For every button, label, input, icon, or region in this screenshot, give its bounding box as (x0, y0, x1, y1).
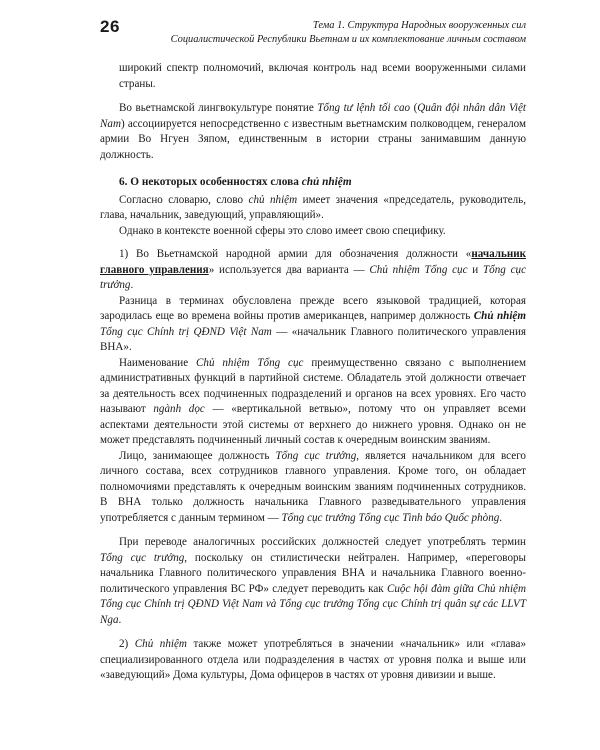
paragraph-point-2: 2) Chủ nhiệm также может употребляться в значении «начальник» или «глава» специализированного отдела или подразделения в частях от уровня полка и выше или «заведующий» Дома культуры, Дома офицеров в частях от уровня дивизии и выше. (100, 638, 527, 681)
paragraph-continuation: широкий спектр полномочий, включая контроль над всеми вооруженными силами страны. (119, 62, 526, 90)
running-header (171, 19, 526, 47)
section-heading: 6. О некоторых особенностях слова chủ nhiệm (119, 176, 352, 188)
paragraph-translation: При переводе аналогичных российских должностей следует употреблять термин Tổng cục trưởng, поскольку он стилистически нейтрален. Например, «переговоры начальника Главного политического управления ВНА и начальника Главного военно-политического управления ВС РФ» следует переводить как Cuộc hội đàm giữa Chủ nhiệm Tổng cục Chính trị QĐND Việt Nam và Tổng cục trưởng Tổng cục Chính trị quân sự các LLVT Nga. (100, 536, 527, 626)
running-header-line-1: Тема 1. Структура Народных вооруженных сил (312, 20, 526, 31)
paragraph-tradition: Разница в терминах обусловлена прежде всего языковой традицией, которая зародилась еще во времена войны против американцев, например должность Chủ nhiệm Tổng cục Chính trị QĐND Việt Nam — «начальник Главного политического управления ВНА». (100, 294, 526, 353)
paragraph-supreme-commander: Во вьетнамской лингвокультуре понятие Tổng tư lệnh tối cao (Quân đội nhân dân Việt Nam) ассоциируется непосредственно с известным вьетнамским полководцем, генералом армии Во Нгуен Зяпом, единственным в истории страны занимавшим данную должность. (100, 102, 526, 161)
paragraph-dictionary: Согласно словарю, слово chủ nhiệm имеет значения «председатель, руководитель, глава, начальник, заведующий, управляющий». (100, 193, 527, 221)
page-number: 26 (100, 17, 120, 36)
paragraph-administrative: Наименование Chủ nhiệm Tổng cục преимущественно связано с выполнением административных функций в партийной системе. Обладатель этой должности отвечает за деятельность всех подчиненных подразделений и органов на всех уровнях. Его часто называют ngành dọc — «вертикальной ветвью», потому что он управляет всеми аспектами деятельности этой системы от верхнего до нижнего уровня. Однако он не может представлять подчиненный личный состав к очередным воинским званиям. (100, 356, 526, 446)
paragraph-point-1: 1) Во Вьетнамской народной армии для обозначения должности «начальник главного управления» используется два варианта — Chủ nhiệm Tổng cục и Tổng cục trưởng. (100, 248, 526, 291)
running-header-line-2: Социалистической Республики Вьетнам и их комплектование личным составом (170, 34, 526, 45)
body-text (100, 61, 526, 684)
paragraph-specificity: Однако в контексте военной сферы это слово имеет свою специфику. (119, 224, 446, 237)
paragraph-head-of-directorate: Лицо, занимающее должность Tổng cục trưởng, является начальником для всего личного состава, всех сотрудников главного управления. Кроме того, он обладает полномочиями представлять к очередным воинским званиям подчиненных сотрудников. В ВНА только должность начальника Главного разведывательного управления употребляется с данным термином — Tổng cục trưởng Tổng cục Tình báo Quốc phòng. (100, 449, 526, 524)
